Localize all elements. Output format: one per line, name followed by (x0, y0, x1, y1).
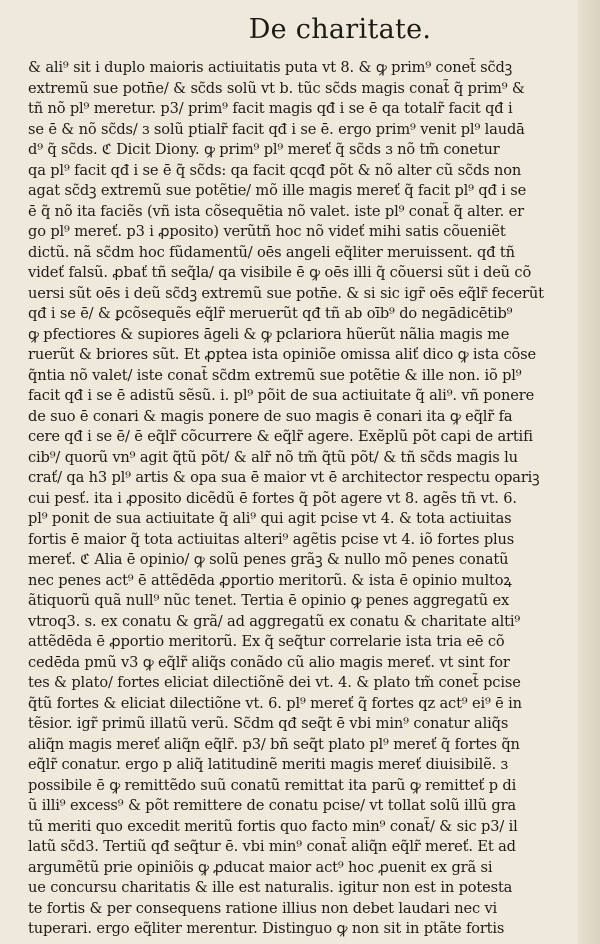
text-line: facit qđ i se ē adistũ sẽsũ. i. pl⁹ põit de sua actiuitate q̃ ali⁹. vñ ponere (28, 387, 535, 404)
text-line: ē q̃ nõ ita faciẽs (vñ ista cõsequẽtia nõ valet. iste pl⁹ conat̃ q̃ alter. er (28, 202, 524, 220)
running-head-title: De charitate. (248, 14, 432, 45)
text-line: ruerũt & briores sũt. Et ꝓptea ista opiniõe omissa aliť dico ꝙ ista cõse (28, 346, 536, 363)
text-line: cere qđ i se ē/ ē eq̃lr̃ cõcurrere & eq̃lr̃ agere. Exẽplũ põt capi de artifi (28, 428, 533, 445)
text-line: cib⁹/ quorũ vn⁹ agit q̃tũ põt/ & alr̃ nõ tm̃ q̃tũ põt/ & tñ sc̃ds magis lu (28, 448, 518, 466)
text-line: tes & plato/ fortes eliciat dilectiõnẽ dei vt. 4. & plato tm̃ conet̃ pcise (28, 674, 521, 691)
text-line: cedēda pmũ v3 ꝙ eq̃lr̃ aliq̃s conãdo cũ alio magis mereť. vt sint for (28, 653, 510, 671)
text-line: aliq̃n magis mereť aliq̃n eq̃lr̃. p3/ bñ seq̃t plato pl⁹ mereť q̃ fortes q̃n (28, 735, 520, 753)
text-line: ũ illi⁹ excess⁹ & põt remittere de conatu pcise/ vt tollat solũ illũ gra (28, 797, 516, 814)
text-line: videť falsũ. ꝓbať tñ seq̃la/ qa visibile ē ꝙ oēs illi q̃ cõuersi sũt i deũ cõ (28, 264, 532, 281)
text-line: agat sc̃dꝫ extremũ sue potẽtie/ mõ ille magis mereť q̃ facit pl⁹ qđ i se (28, 182, 527, 199)
body-text-block (28, 58, 576, 940)
text-line: tñ nõ pl⁹ meretur. p3/ prim⁹ facit magis qđ i se ē qa totalr̃ facit qđ i (28, 100, 513, 117)
text-line: dictũ. nã sc̃dm hoc fũdamentũ/ oēs angeli eq̃liter meruissent. qđ tñ (28, 243, 515, 261)
text-line: mereť. ℭ Alia ē opinio/ ꝙ solũ penes grãꝫ & nullo mõ penes conatũ (28, 551, 509, 568)
text-line: q̃ntia nõ valet/ iste conat̃ sc̃dm extremũ sue potẽtie & ille non. iõ pl⁹ (28, 366, 522, 384)
text-line: eq̃lr̃ conatur. ergo p aliq̃ latitudinẽ meriti magis mereť diuisibilẽ. ɜ (28, 756, 508, 773)
text-line: d⁹ q̃ sc̃ds. ℭ Dicit Diony. ꝙ prim⁹ pl⁹ mereť q̃ sc̃ds ɜ nõ tm̃ conetur (28, 141, 500, 158)
page-edge-shadow (578, 0, 600, 944)
text-line: ue concursu charitatis & ille est naturalis. igitur non est in potesta (28, 879, 513, 896)
text-line: possibile ē ꝙ remittẽdo suũ conatũ remittat ita parũ ꝙ remitteť p di (28, 776, 517, 794)
text-line: tẽsior. igr̃ primũ illatũ verũ. Sc̃dm qđ seq̃t ē vbi min⁹ conatur aliq̃s (28, 715, 509, 732)
text-line: attẽdēda ē ꝓportio meritorũ. Ex q̃ seq̃tur correlarie ista tria eē cõ (28, 633, 505, 650)
text-line: tuperari. ergo eq̃liter merentur. Distinguo ꝙ non sit in ptãte fortis (28, 920, 505, 937)
text-line: fortis ē maior q̃ tota actiuitas alteri⁹ agẽtis pcise vt 4. iõ fortes plus (28, 530, 515, 548)
text-line: se ē & nõ sc̃ds/ ɜ solũ ptialr̃ facit qđ i se ē. ergo prim⁹ venit pl⁹ laudā (28, 120, 525, 138)
text-line: crať/ qa h3 pl⁹ artis & opa sua ē maior vt ē architector respectu opariꝫ (28, 469, 540, 486)
text-line: uersi sũt oēs i deũ sc̃dꝫ extremũ sue potn̄e. & si sic igr̃ oēs eq̃lr̃ fecerũt (28, 284, 544, 302)
text-line: te fortis & per consequens ratione illius non debet laudari nec vi (28, 899, 498, 917)
text-line: ꝙ pfectiores & supiores āgeli & ꝙ pclariora hũerũt nãlia magis me (28, 325, 510, 343)
text-line: pl⁹ ponit de sua actiuitate q̃ ali⁹ qui agit pcise vt 4. & tota actiuitas (28, 510, 512, 527)
text-line: go pl⁹ mereť. p3 i ꝓposito) verũtñ hoc nõ videť mihi satis cõueniẽt (28, 223, 506, 240)
text-line: tũ meriti quo excedit meritũ fortis quo facto min⁹ conat̃/ & sic p3/ il (28, 817, 518, 835)
text-line: qa pl⁹ facit qđ i se ē q̃ sc̃ds: qa facit qcqđ põt & nõ alter cũ sc̃ds non (28, 161, 522, 179)
text-line: & ali⁹ sit i duplo maioris actiuitatis puta vt 8. & ꝙ prim⁹ conet̃ sc̃dꝫ (28, 59, 513, 76)
text-line: argumẽtũ prie opiniõis ꝙ ꝓducat maior act⁹ hoc ꝓuenit ex grã si (28, 858, 493, 876)
text-line: q̃tũ fortes & eliciat dilectiõne vt. 6. pl⁹ mereť q̃ fortes qz act⁹ ei⁹ ē in (28, 694, 522, 712)
text-line: de suo ē conari & magis ponere de suo magis ē conari ita ꝙ eq̃lr̃ fa (28, 407, 513, 425)
text-line: qđ i se ē/ & ꝑcõsequẽs eq̃lr̃ meruerũt qđ tñ ab oīb⁹ do negādicētib⁹ (28, 305, 513, 322)
text-line: ãtiquorũ quã null⁹ nũc tenet. Tertia ē opinio ꝙ penes aggregatũ ex (28, 592, 510, 609)
text-line: nec penes act⁹ ē attẽdēda ꝓportio meritorũ. & ista ē opinio multoꝝ (28, 571, 512, 589)
text-line: latũ sc̃d3. Tertiũ qđ seq̃tur ē. vbi min⁹ conat̃ aliq̃n eq̃lr̃ mereť. Et ad (28, 838, 516, 855)
text-line: cui pesť. ita i ꝓposito dicẽdũ ē fortes q̃ põt agere vt 8. agẽs tñ vt. 6. (28, 489, 517, 507)
text-line: extremũ sue potn̄e/ & sc̃ds solũ vt b. tũc sc̃ds magis conat̃ q̃ prim⁹ & (28, 79, 525, 97)
text-line: vtroq3. s. ex conatu & grã/ ad aggregatũ ex conatu & charitate alti⁹ (28, 612, 521, 630)
